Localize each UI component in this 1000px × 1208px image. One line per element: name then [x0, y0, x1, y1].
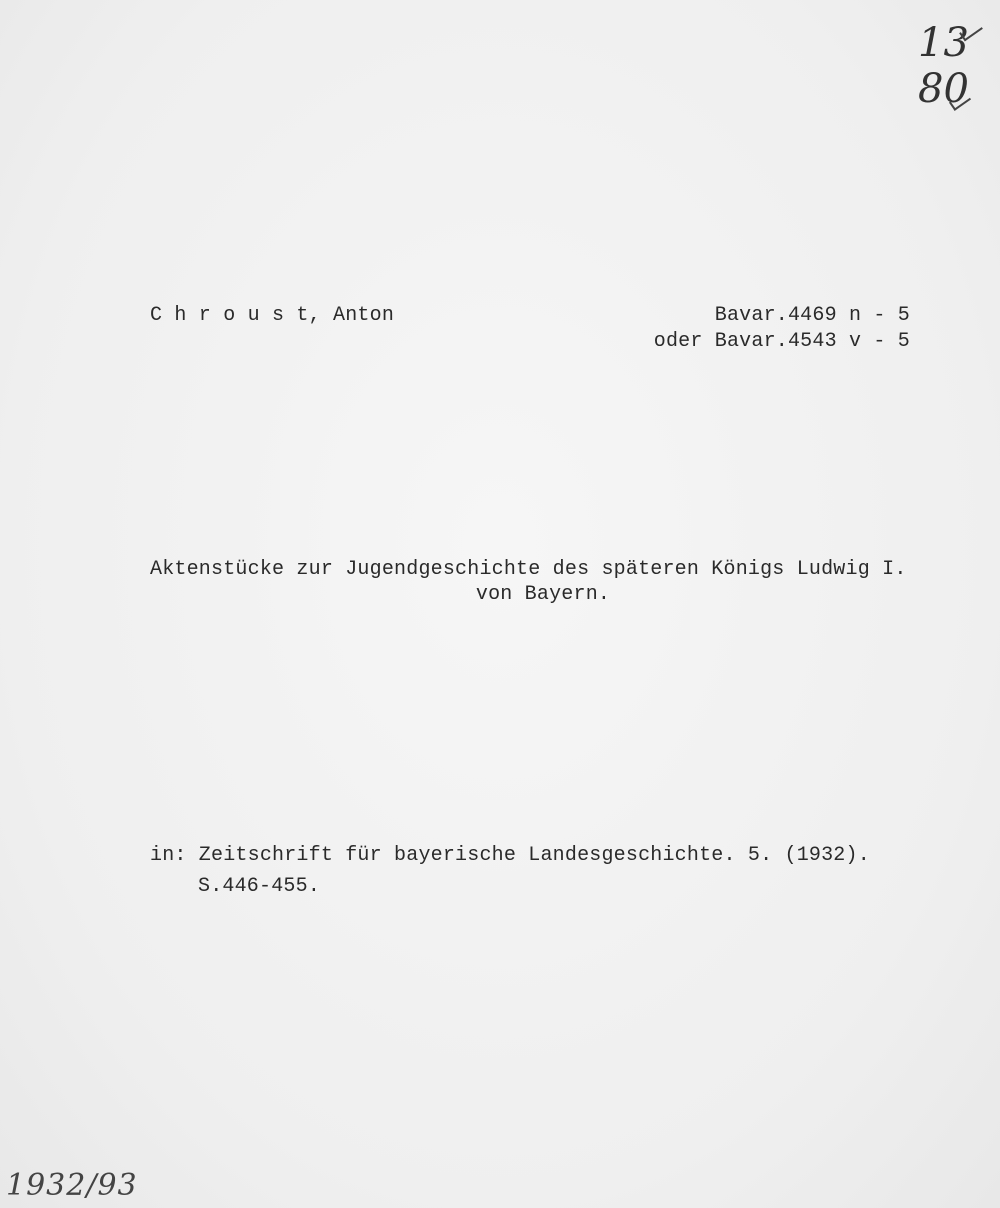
shelfmark-alternate: oder Bavar.4543 v - 5 — [653, 330, 910, 353]
title-line-2: von Bayern. — [475, 583, 611, 606]
shelfmark-primary: Bavar.4469 n - 5 — [714, 304, 910, 327]
source-pages: S.446-455. — [198, 875, 321, 898]
source-citation: in: Zeitschrift für bayerische Landesgeschichte. 5. (1932). — [150, 844, 870, 867]
author-name: C h r o u s t, Anton — [150, 304, 395, 327]
handwritten-number-top-right — [918, 20, 988, 150]
handwritten-lower-number: 80 — [918, 66, 969, 112]
title-line-1: Aktenstücke zur Jugendgeschichte des späteren Königs Ludwig I. — [150, 558, 907, 581]
handwritten-accession-number: 1932/93 — [6, 1168, 138, 1203]
handwritten-upper-number: 13 — [918, 20, 969, 66]
